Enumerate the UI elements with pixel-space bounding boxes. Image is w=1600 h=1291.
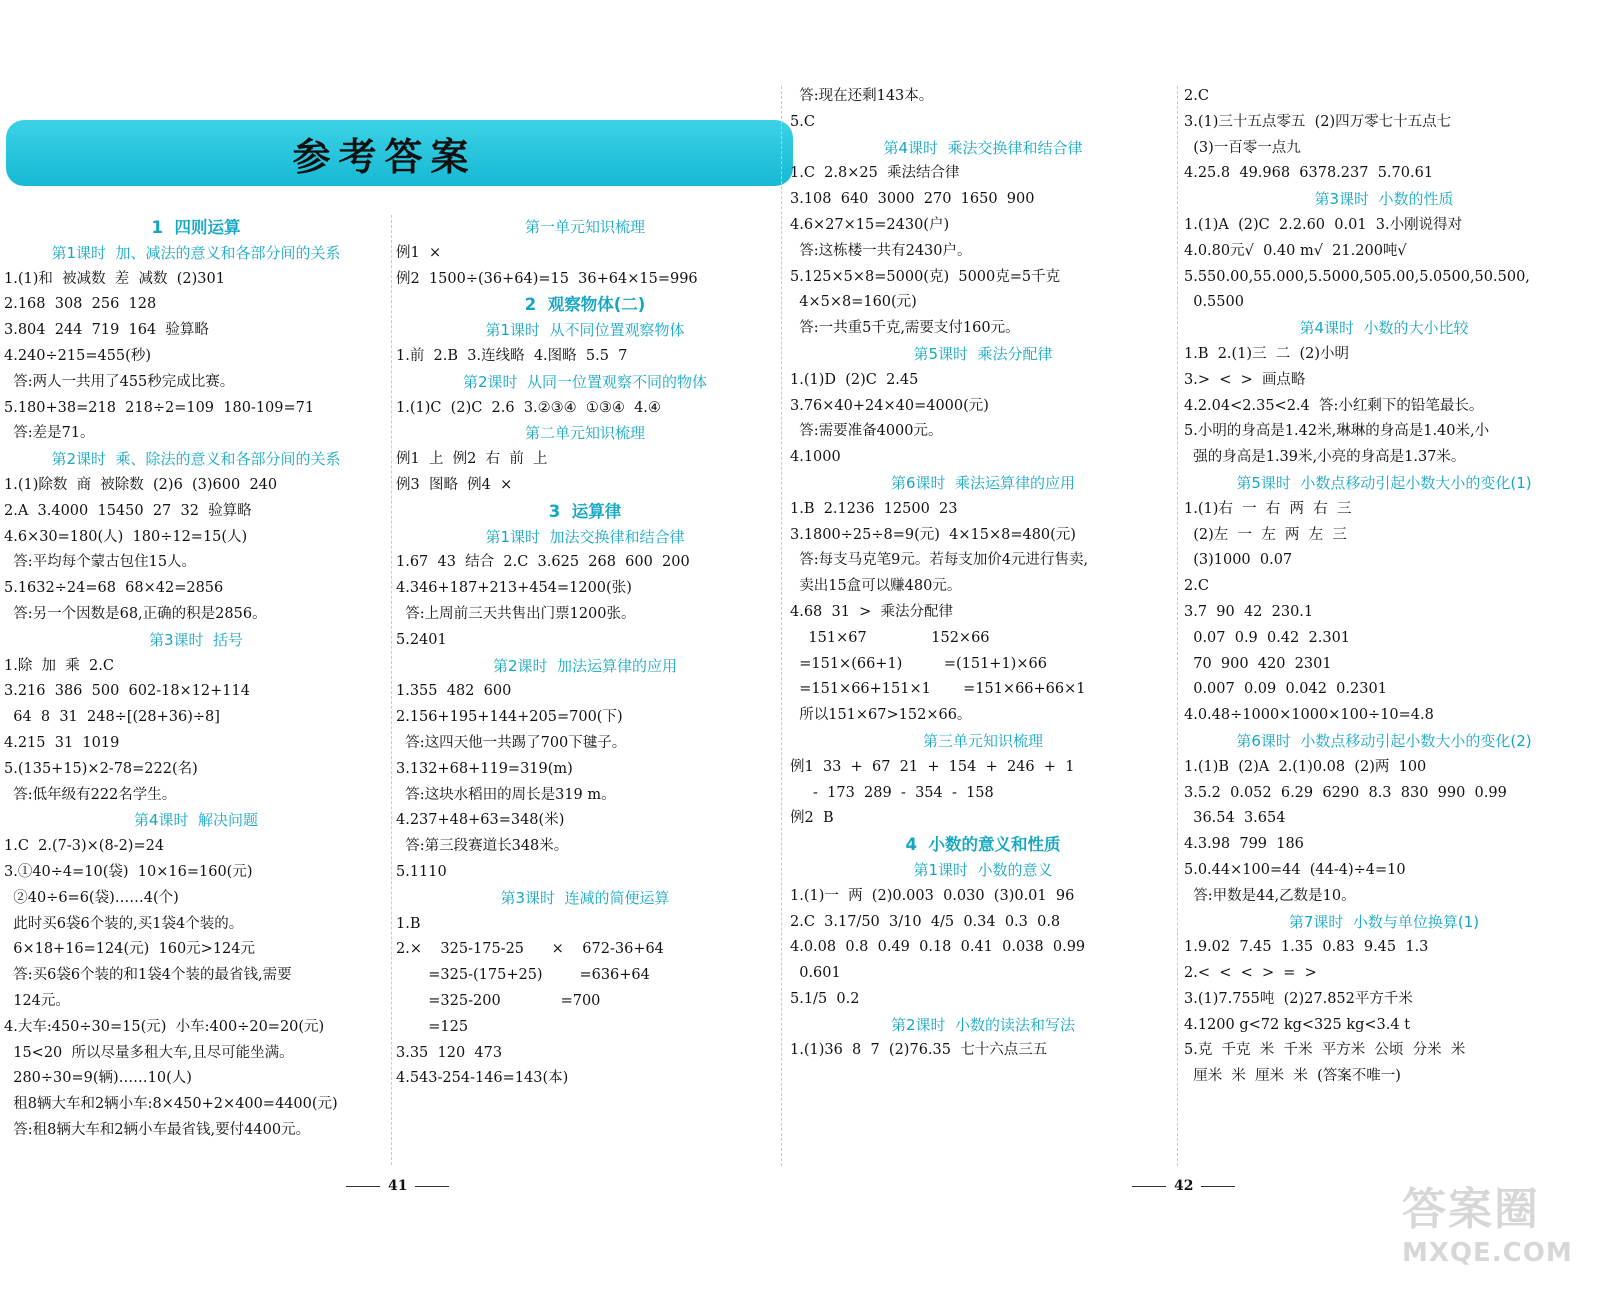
- answer-line: 答:上周前三天共售出门票1200张。: [396, 605, 636, 622]
- answer-line: 答:低年级有222名学生。: [4, 786, 177, 803]
- answer-line: 1.(1)B (2)A 2.(1)0.08 (2)两 100: [1184, 758, 1427, 775]
- answer-line: 答:现在还剩143本。: [790, 88, 934, 104]
- answer-line: 答:甲数是44,乙数是10。: [1184, 887, 1356, 904]
- answer-line: 3.132+68+119=319(m): [396, 760, 573, 777]
- answer-line: 0.007 0.09 0.042 0.2301: [1184, 681, 1387, 698]
- watermark-url: MXQE.COM: [1402, 1238, 1573, 1268]
- section-heading: 第6课时 小数点移动引起小数大小的变化(2): [1236, 731, 1532, 750]
- answer-line: 租8辆大车和2辆小车:8×450+2×400=4400(元): [4, 1096, 338, 1113]
- section-heading: 第1课时 小数的意义: [913, 860, 1053, 879]
- section-heading: 第7课时 小数与单位换算(1): [1288, 912, 1480, 931]
- answer-line: 3.76×40+24×40=4000(元): [790, 397, 989, 414]
- section-heading: 第1课时 加法交换律和结合律: [485, 527, 685, 546]
- answer-line: 5.小明的身高是1.42米,琳琳的身高是1.40米,小: [1184, 423, 1490, 440]
- page-number-right: 42: [1132, 1178, 1235, 1194]
- answer-line: 4.0.80元√ 0.40 m√ 21.200吨√: [1184, 242, 1407, 259]
- column-3: [790, 84, 1176, 1174]
- answer-line: =325-(175+25) =636+64: [396, 967, 650, 984]
- answer-line: 36.54 3.654: [1184, 810, 1286, 827]
- answer-line: 答:一共重5千克,需要支付160元。: [790, 320, 1020, 337]
- answer-line: 1.9.02 7.45 1.35 0.83 9.45 1.3: [1184, 939, 1429, 956]
- answer-line: 0.5500: [1184, 294, 1244, 311]
- section-heading: 第1课时 从不同位置观察物体: [485, 321, 685, 340]
- answer-line: 2.168 308 256 128: [4, 296, 157, 313]
- answer-line: 例2 B: [790, 810, 834, 827]
- column-divider: [781, 86, 782, 1166]
- answer-line: 3.1800÷25÷8=9(元) 4×15×8=480(元): [790, 526, 1076, 543]
- answer-line: 4.1000: [790, 449, 841, 466]
- answer-line: 答:差是71。: [4, 425, 95, 442]
- answer-line: 1.C 2.8×25 乘法结合律: [790, 165, 960, 182]
- answer-line: 答:平均每个蒙古包住15人。: [4, 554, 197, 571]
- answer-line: 3.7 90 42 230.1: [1184, 603, 1314, 620]
- answer-line: 2.C: [1184, 578, 1209, 595]
- section-heading: 第3课时 小数的性质: [1314, 190, 1454, 209]
- answer-line: 1.除 加 乘 2.C: [4, 657, 114, 674]
- section-heading: 第6课时 乘法运算律的应用: [890, 473, 1076, 492]
- answer-line: 答:两人一共用了455秒完成比赛。: [4, 373, 235, 390]
- answer-line: 151×67 152×66: [790, 629, 990, 646]
- answer-line: 4.6×30=180(人) 180÷12=15(人): [4, 528, 248, 545]
- section-heading: 第2课时 加法运算律的应用: [492, 656, 678, 675]
- answer-line: 3.①40÷4=10(袋) 10×16=160(元): [4, 863, 253, 880]
- answer-line: 6×18+16=124(元) 160元>124元: [4, 941, 256, 958]
- page-title: 参考答案: [292, 134, 477, 179]
- answer-line: 4.2.04<2.35<2.4 答:小红剩下的铅笔最长。: [1184, 397, 1484, 414]
- answer-line: 4.215 31 1019: [4, 734, 120, 751]
- answer-line: 5.180+38=218 218÷2=109 180-109=71: [4, 399, 315, 416]
- column-divider: [1177, 86, 1178, 1166]
- section-heading: 第二单元知识梳理: [524, 424, 645, 443]
- section-heading: 2 观察物体(二): [524, 295, 646, 315]
- answer-line: 强的身高是1.39米,小亮的身高是1.37米。: [1184, 449, 1466, 466]
- answer-line: 此时买6袋6个装的,买1袋4个装的。: [4, 915, 244, 932]
- answer-line: 答:这四天他一共踢了700下毽子。: [396, 734, 627, 751]
- section-heading: 第5课时 小数点移动引起小数大小的变化(1): [1236, 473, 1532, 492]
- section-heading: 第2课时 乘、除法的意义和各部分间的关系: [51, 450, 341, 469]
- answer-line: 3.804 244 719 164 验算略: [4, 322, 209, 339]
- answer-line: 1.(1)D (2)C 2.45: [790, 371, 919, 388]
- answer-line: 64 8 31 248÷[(28+36)÷8]: [4, 709, 220, 726]
- answer-line: =151×66+151×1 =151×66+66×1: [790, 681, 1086, 698]
- answer-line: 3.216 386 500 602-18×12+114: [4, 683, 250, 700]
- section-heading: 第3课时 连减的简便运算: [500, 888, 670, 907]
- answer-line: 4.237+48+63=348(米): [396, 812, 565, 829]
- section-heading: 1 四则运算: [151, 218, 241, 237]
- answer-line: 例2 1500÷(36+64)=15 36+64×15=996: [396, 270, 698, 287]
- column-4: [1184, 84, 1584, 1174]
- answer-line: 5.550.00,55.000,5.5000,505.00,5.0500,50.500,: [1184, 268, 1530, 285]
- answer-line: 5.克 千克 米 千米 平方米 公顷 分米 米: [1184, 1042, 1466, 1059]
- watermark-text: 答案圈: [1402, 1184, 1540, 1235]
- answer-line: =151×(66+1) =(151+1)×66: [790, 655, 1047, 672]
- answer-line: 4.240÷215=455(秒): [4, 347, 151, 364]
- answer-line: 4.1200 g<72 kg<325 kg<3.4 t: [1184, 1016, 1411, 1033]
- answer-line: 2.C 3.17/50 3/10 4/5 0.34 0.3 0.8: [790, 913, 1061, 930]
- answer-line: 5.1632÷24=68 68×42=2856: [4, 580, 224, 597]
- answer-line: 1.(1)除数 商 被除数 (2)6 (3)600 240: [4, 476, 278, 493]
- answer-line: 70 900 420 2301: [1184, 655, 1332, 672]
- answer-line: 1.(1)A (2)C 2.2.60 0.01 3.小刚说得对: [1184, 216, 1463, 233]
- answer-line: - 173 289 - 354 - 158: [790, 784, 994, 801]
- answer-line: 4.0.48÷1000×1000×100÷10=4.8: [1184, 707, 1434, 724]
- answer-line: 答:这栋楼一共有2430户。: [790, 242, 972, 259]
- column-divider: [391, 215, 392, 1165]
- answer-line: 4.大车:450÷30=15(元) 小车:400÷20=20(元): [4, 1018, 325, 1035]
- answer-line: 1.(1)C (2)C 2.6 3.②③④ ①③④ 4.④: [396, 399, 661, 416]
- answer-line: 答:每支马克笔9元。若每支加价4元进行售卖,: [790, 552, 1089, 569]
- answer-line: 5.(135+15)×2-78=222(名): [4, 760, 198, 777]
- answer-line: 答:这块水稻田的周长是319 m。: [396, 786, 616, 803]
- answer-line: 1.(1)36 8 7 (2)76.35 七十六点三五: [790, 1042, 1048, 1059]
- answer-line: 2.× 325-175-25 × 672-36+64: [396, 941, 664, 958]
- answer-line: 3.(1)三十五点零五 (2)四万零七十五点七: [1184, 113, 1452, 130]
- answer-line: 5.125×5×8=5000(克) 5000克=5千克: [790, 268, 1061, 285]
- answer-line: 0.601: [790, 965, 841, 982]
- section-heading: 第一单元知识梳理: [524, 218, 645, 236]
- section-heading: 第3课时 括号: [148, 630, 244, 649]
- answer-line: 答:买6袋6个装的和1袋4个装的最省钱,需要: [4, 967, 292, 984]
- answer-line: 2.A 3.4000 15450 27 32 验算略: [4, 502, 252, 519]
- answer-line: 3.35 120 473: [396, 1044, 503, 1061]
- section-heading: 第4课时 乘法交换律和结合律: [883, 138, 1083, 157]
- section-heading: 3 运算律: [548, 501, 622, 521]
- section-heading: 第5课时 乘法分配律: [913, 344, 1053, 363]
- answer-line: 280÷30=9(辆)……10(人): [4, 1070, 192, 1087]
- answer-line: 例1 上 例2 右 前 上: [396, 451, 548, 468]
- answer-line: 1.C 2.(7-3)×(8-2)=24: [4, 838, 165, 855]
- answer-line: 例1 ×: [396, 244, 442, 261]
- answer-line: 3.108 640 3000 270 1650 900: [790, 191, 1035, 208]
- answer-line: 答:需要准备4000元。: [790, 423, 943, 440]
- column-2: [396, 215, 774, 1165]
- answer-line: 卖出15盒可以赚480元。: [790, 578, 962, 595]
- answer-line: 3.5.2 0.052 6.29 6290 8.3 830 990 0.99: [1184, 784, 1507, 801]
- section-heading: 第2课时 小数的读法和写法: [890, 1015, 1076, 1034]
- answer-line: 例1 33 + 67 21 + 154 + 246 + 1: [790, 758, 1075, 775]
- answer-line: 4.25.8 49.968 6378.237 5.70.61: [1184, 165, 1434, 182]
- column-1: [4, 215, 388, 1165]
- answer-line: 答:第三段赛道长348米。: [396, 838, 569, 855]
- answer-line: (3)1000 0.07: [1184, 552, 1293, 569]
- title-banner: [6, 120, 793, 186]
- answer-line: 1.B 2.(1)三 二 (2)小明: [1184, 345, 1350, 362]
- answer-line: 5.2401: [396, 631, 447, 648]
- answer-line: 厘米 米 厘米 米 (答案不唯一): [1184, 1068, 1401, 1085]
- answer-line: 1.67 43 结合 2.C 3.625 268 600 200: [396, 554, 690, 571]
- answer-line: 2.156+195+144+205=700(下): [396, 709, 623, 726]
- section-heading: 第三单元知识梳理: [922, 731, 1043, 750]
- answer-line: 2.< < < > = >: [1184, 965, 1317, 982]
- answer-line: 5.0.44×100=44 (44-4)÷4=10: [1184, 861, 1406, 878]
- answer-line: 4.68 31 > 乘法分配律: [790, 603, 954, 620]
- answer-line: ②40÷6=6(袋)……4(个): [4, 889, 179, 906]
- watermark: [1402, 1183, 1592, 1283]
- answer-line: (2)左 一 左 两 左 三: [1184, 526, 1347, 543]
- answer-line: =125: [396, 1018, 469, 1035]
- answer-line: 例3 图略 例4 ×: [396, 476, 513, 493]
- answer-line: 1.(1)和 被减数 差 减数 (2)301: [4, 270, 225, 287]
- answer-line: 4.346+187+213+454=1200(张): [396, 580, 632, 597]
- answer-line: 答:租8辆大车和2辆小车最省钱,要付4400元。: [4, 1121, 311, 1138]
- answer-line: 1.B 2.1236 12500 23: [790, 500, 958, 517]
- answer-line: 2.C: [1184, 88, 1209, 104]
- answer-line: 1.(1)一 两 (2)0.003 0.030 (3)0.01 96: [790, 887, 1075, 904]
- section-heading: 第4课时 解决问题: [133, 811, 259, 830]
- answer-line: 4.3.98 799 186: [1184, 836, 1304, 853]
- section-heading: 4 小数的意义和性质: [905, 835, 1061, 855]
- answer-line: 0.07 0.9 0.42 2.301: [1184, 629, 1351, 646]
- answer-line: 124元。: [4, 992, 70, 1009]
- answer-line: 1.355 482 600: [396, 683, 512, 700]
- answer-line: 3.> < > 画点略: [1184, 371, 1306, 388]
- answer-line: 1.B: [396, 915, 421, 932]
- answer-line: 1.前 2.B 3.连线略 4.图略 5.5 7: [396, 347, 628, 364]
- section-heading: 第2课时 从同一位置观察不同的物体: [462, 372, 708, 391]
- section-heading: 第4课时 小数的大小比较: [1299, 319, 1469, 338]
- answer-line: 5.1/5 0.2: [790, 990, 860, 1007]
- answer-line: 4×5×8=160(元): [790, 294, 917, 311]
- page-number-left: 41: [346, 1178, 449, 1194]
- answer-line: (3)一百零一点九: [1184, 139, 1301, 156]
- answer-line: 答:另一个因数是68,正确的积是2856。: [4, 605, 267, 622]
- section-heading: 第1课时 加、减法的意义和各部分间的关系: [51, 243, 341, 262]
- answer-line: 4.543-254-146=143(本): [396, 1070, 569, 1087]
- answer-line: 5.1110: [396, 863, 447, 880]
- answer-line: 15<20 所以尽量多租大车,且尽可能坐满。: [4, 1044, 294, 1061]
- answer-line: 4.0.08 0.8 0.49 0.18 0.41 0.038 0.99: [790, 939, 1086, 956]
- answer-line: 1.(1)右 一 右 两 右 三: [1184, 500, 1352, 517]
- answer-line: 所以151×67>152×66。: [790, 707, 972, 724]
- answer-line: 5.C: [790, 113, 815, 130]
- answer-line: =325-200 =700: [396, 992, 601, 1009]
- answer-line: 4.6×27×15=2430(户): [790, 216, 950, 233]
- answer-line: 3.(1)7.755吨 (2)27.852平方千米: [1184, 990, 1413, 1007]
